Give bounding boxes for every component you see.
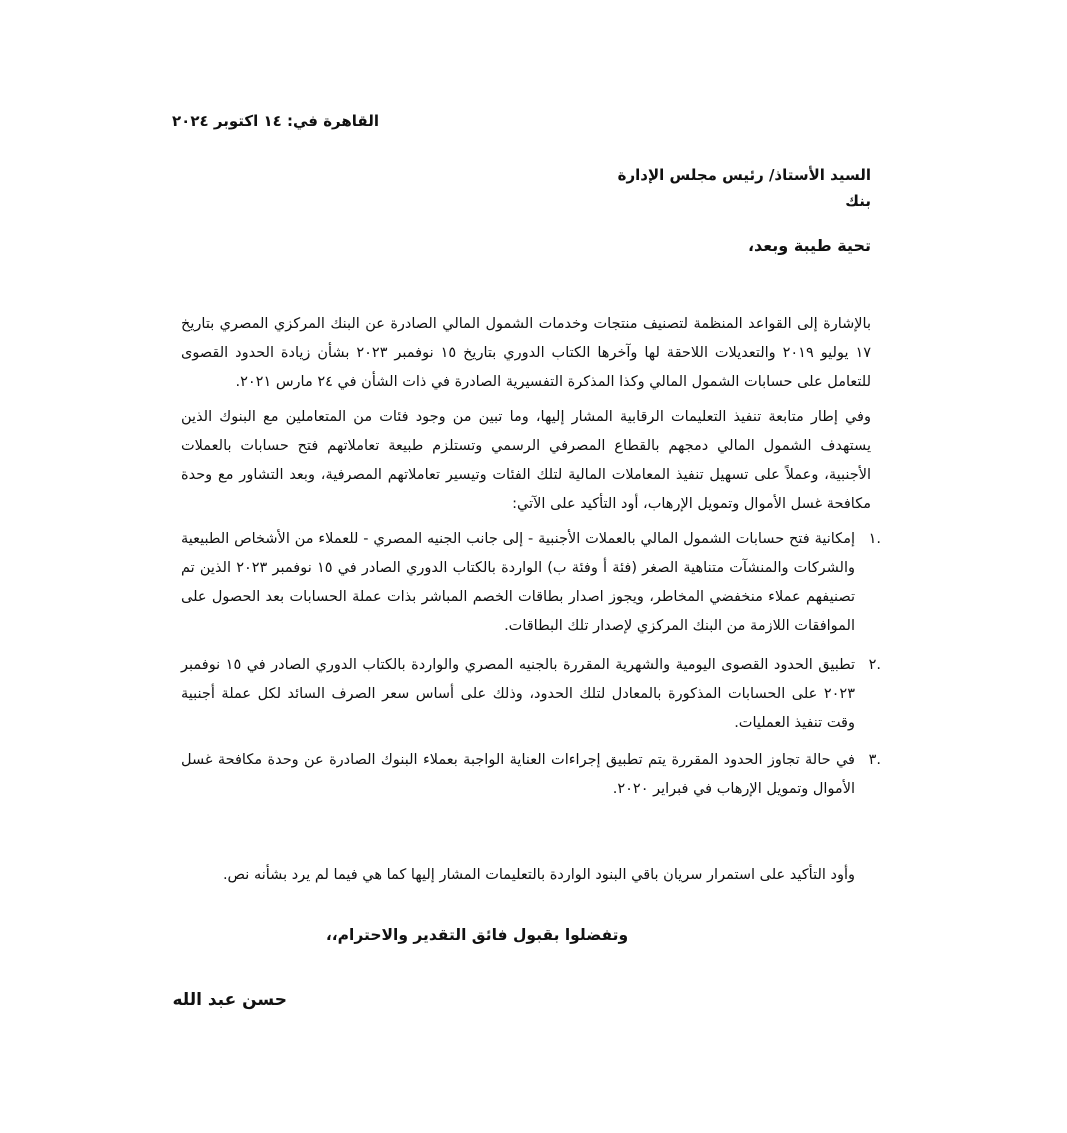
confirmation-paragraph: وأود التأكيد على استمرار سريان باقي البنود الواردة بالتعليمات المشار إليها كما هي فيما لم يرد بشأنه نص. — [222, 867, 855, 883]
list-item-text: إمكانية فتح حسابات الشمول المالي بالعملات الأجنبية - إلى جانب الجنيه المصري - للعملاء من الأشخاص الطبيعية والشركات والمنشآت متناهية الصغر (فئة أ وفئة ب) الواردة بالكتاب الدوري الصادر في ١٥ نوفمبر ٢٠٢٣ الذين تم تصنيفهم عملاء منخفضي المخاطر، ويجوز اصدار بطاقات الخصم المباشر بذات عملة الحسابات بعد الحصول على الموافقات اللازمة من البنك المركزي لإصدار تلك البطاقات. — [181, 531, 856, 634]
signature-name: حسن عبد الله — [172, 990, 287, 1010]
list-item-text: في حالة تجاوز الحدود المقررة يتم تطبيق إجراءات العناية الواجبة بعملاء البنوك الصادرة عن وحدة مكافحة غسل الأموال وتمويل الإرهاب في فبراير ٢٠٢٠. — [181, 752, 855, 797]
list-item — [181, 651, 881, 738]
list-item-number: .٣ — [868, 752, 881, 768]
list-item-text: تطبيق الحدود القصوى اليومية والشهرية المقررة بالجنيه المصري والواردة بالكتاب الدوري الصادر في ١٥ نوفمبر ٢٠٢٣ على الحسابات المذكورة بالمعادل لتلك الحدود، وذلك على أساس سعر الصرف السائد لكل عملة أجنبية وقت تنفيذ العمليات. — [181, 657, 855, 731]
list-item — [181, 525, 881, 641]
greeting: تحية طيبة وبعد، — [747, 236, 871, 255]
date-line: القاهرة في: ١٤ اكتوبر ٢٠٢٤ — [172, 112, 379, 130]
list-item-number: .٢ — [868, 657, 881, 673]
recipient-block — [471, 162, 871, 214]
paragraph-context: وفي إطار متابعة تنفيذ التعليمات الرقابية المشار إليها، وما تبين من وجود فئات من المتعاملين مع البنوك الذين يستهدف الشمول المالي دمجهم بالقطاع المصرفي الرسمي وتستلزم طبيعة تعاملاتهم فتح حسابات بالعملات الأجنبية، وعملاً على تسهيل تنفيذ المعاملات المالية لتلك الفئات وتيسير تعاملاتهم المصرفية، وبعد التشاور مع وحدة مكافحة غسل الأموال وتمويل الإرهاب، أود التأكيد على الآتي: — [181, 409, 871, 512]
paragraph-reference: بالإشارة إلى القواعد المنظمة لتصنيف منتجات وخدمات الشمول المالي الصادرة عن البنك المركزي المصري بتاريخ ١٧ يوليو ٢٠١٩ والتعديلات اللاحقة لها وآخرها الكتاب الدوري بتاريخ ١٥ نوفمبر ٢٠٢٣ بشأن زيادة الحدود القصوى للتعامل على حسابات الشمول المالي وكذا المذكرة التفسيرية الصادرة في ذات الشأن في ٢٤ مارس ٢٠٢١. — [181, 316, 872, 390]
list-item-number: .١ — [868, 531, 881, 547]
list-item — [181, 746, 881, 804]
closing-line: وتفضلوا بقبول فائق التقدير والاحترام،، — [325, 926, 629, 944]
recipient-title: السيد الأستاذ/ رئيس مجلس الإدارة — [617, 166, 871, 184]
recipient-bank: بنك — [845, 192, 871, 210]
